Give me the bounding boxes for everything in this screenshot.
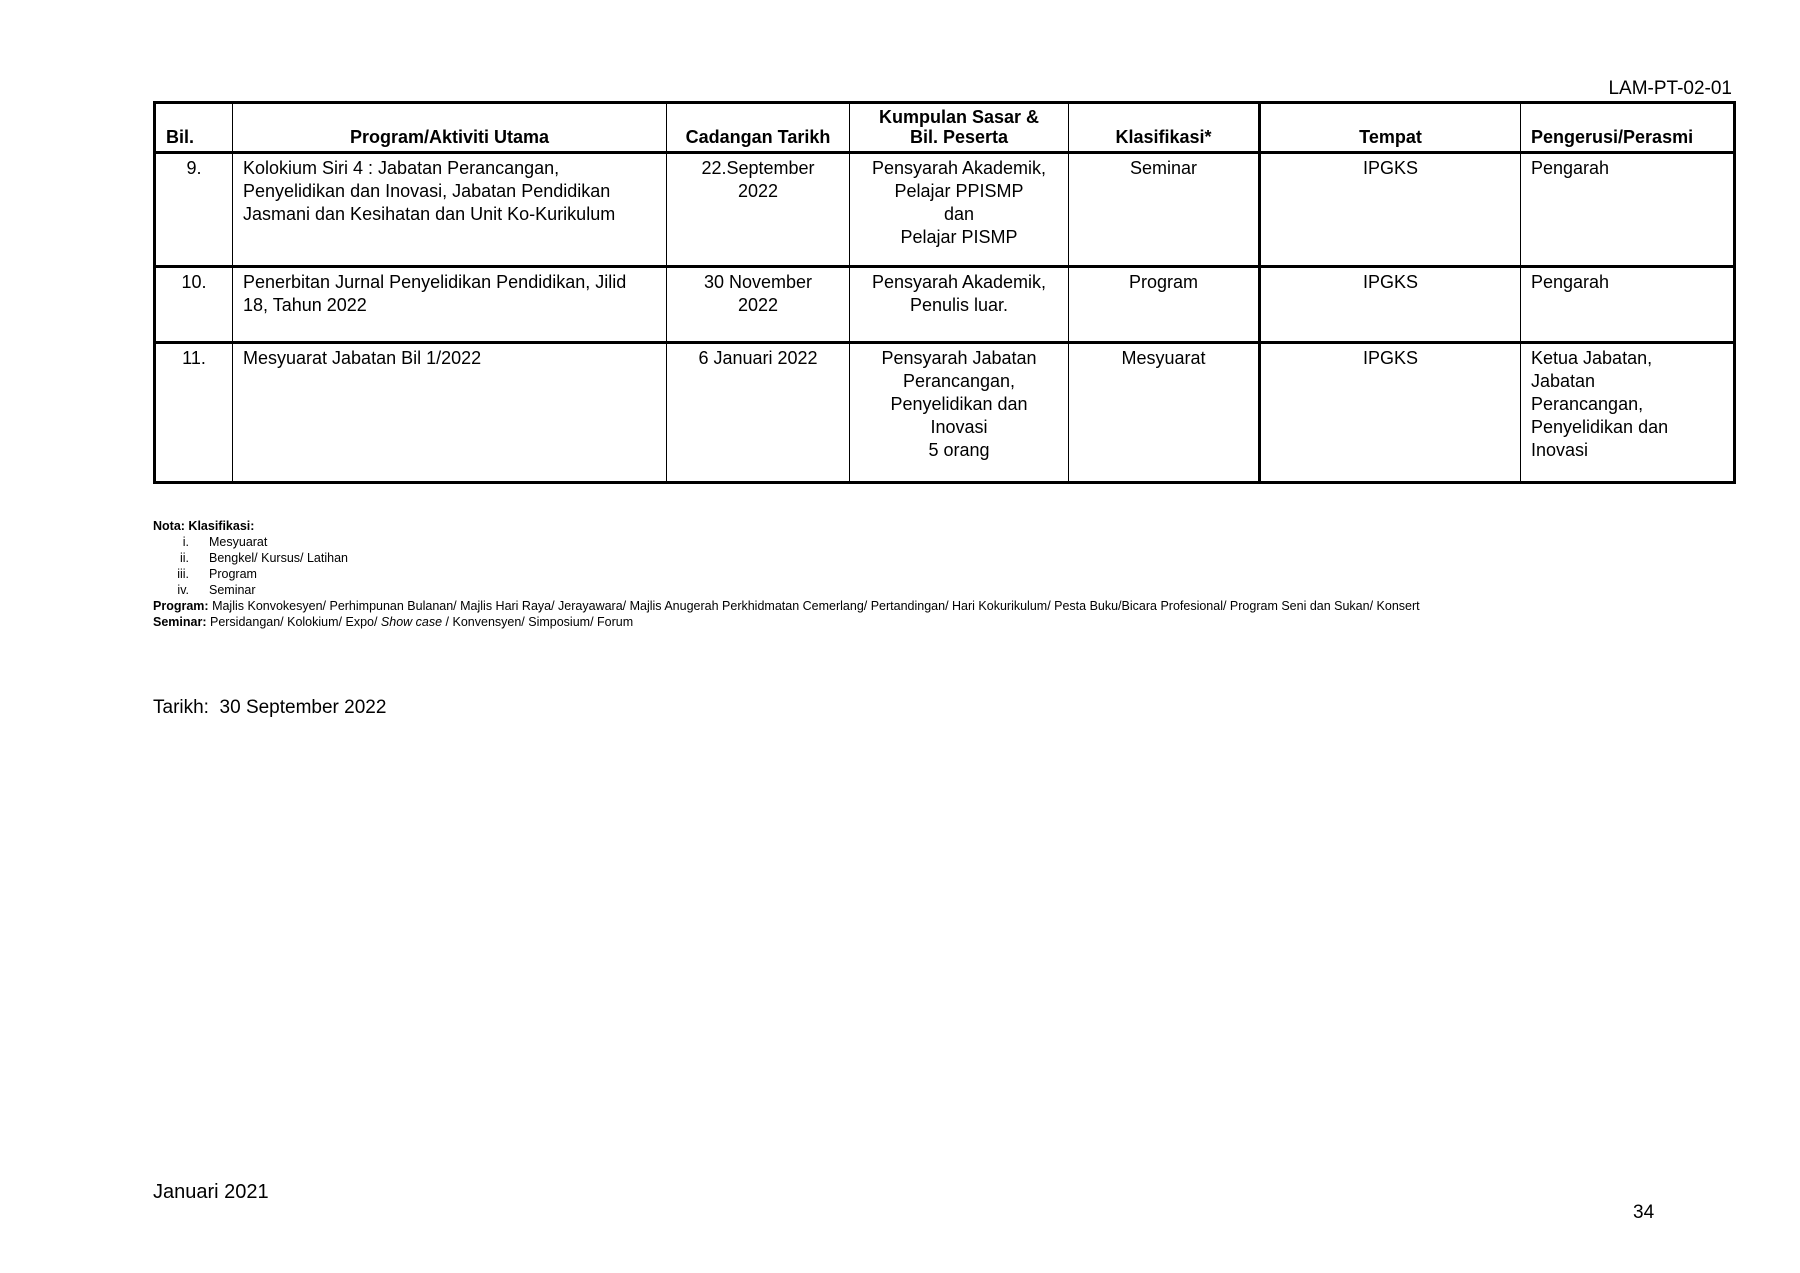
classification-list (153, 534, 1420, 598)
cell-pengerusi-line: Penyelidikan dan (1531, 417, 1669, 437)
classification-notes (153, 518, 1420, 630)
document-code: LAM-PT-02-01 (1608, 78, 1732, 99)
list-item-number: i. (182, 535, 189, 549)
header-tarikh: Cadangan Tarikh (667, 103, 850, 153)
list-item (153, 550, 1420, 566)
table-row (155, 343, 1735, 483)
program-definition-text: Majlis Konvokesyen/ Perhimpunan Bulanan/ Majlis Hari Raya/ Jerayawara/ Majlis Anugerah Perkhidmatan Cemerlang/ Pertandingan/ Hari Kokurikulum/ Pesta Buku/Bicara Profesional/ Program Seni dan Sukan/ Konsert (212, 599, 1420, 613)
program-definition-label: Program: (153, 599, 209, 613)
cell-pengerusi-line: Jabatan (1531, 371, 1596, 391)
header-kumpulan (850, 103, 1069, 153)
list-item-number: iii. (177, 567, 189, 581)
cell-bil: 11. (155, 343, 233, 483)
list-item-label: Program (209, 567, 257, 581)
header-pengerusi: Pengerusi/Perasmi (1521, 103, 1735, 153)
cell-kumpulan (850, 267, 1069, 343)
cell-kumpulan-line: dan (943, 204, 975, 224)
header-tempat: Tempat (1260, 103, 1521, 153)
footer-date: Januari 2021 (153, 1181, 269, 1203)
list-item-label: Bengkel/ Kursus/ Latihan (209, 551, 348, 565)
cell-tarikh-line: 22.September (701, 158, 815, 178)
notes-title: Nota: Klasifikasi: (153, 519, 255, 533)
cell-pengerusi (1521, 343, 1735, 483)
cell-pengerusi: Pengarah (1521, 267, 1735, 343)
table-row (155, 267, 1735, 343)
date-label: Tarikh: (153, 697, 209, 718)
cell-kumpulan-line: Pelajar PISMP (900, 227, 1018, 247)
cell-klasifikasi: Seminar (1069, 153, 1260, 267)
cell-kumpulan-line: Inovasi (930, 417, 988, 437)
table-header-row (155, 103, 1735, 153)
cell-pengerusi-line: Perancangan, (1531, 394, 1644, 414)
cell-kumpulan-line: Pensyarah Akademik, (871, 158, 1047, 178)
document-date (153, 697, 386, 719)
header-program: Program/Aktiviti Utama (233, 103, 667, 153)
list-item-label: Seminar (209, 583, 256, 597)
cell-kumpulan-line: Perancangan, (902, 371, 1016, 391)
cell-program: Penerbitan Jurnal Penyelidikan Pendidikan, Jilid 18, Tahun 2022 (233, 267, 667, 343)
list-item-number: ii. (179, 551, 189, 565)
cell-kumpulan-line: Penyelidikan dan (890, 394, 1028, 414)
seminar-definition-text-end: / Konvensyen/ Simposium/ Forum (442, 615, 634, 629)
cell-kumpulan-line: Pensyarah Akademik, (871, 272, 1047, 292)
seminar-definition-label: Seminar: (153, 615, 207, 629)
header-bil: Bil. (155, 103, 233, 153)
cell-tarikh-line: 2022 (737, 295, 779, 315)
cell-kumpulan-line: Pensyarah Jabatan (881, 348, 1037, 368)
cell-tarikh-line: 2022 (737, 181, 779, 201)
header-klasifikasi: Klasifikasi* (1069, 103, 1260, 153)
activity-schedule-table (153, 101, 1736, 484)
page-number: 34 (1633, 1202, 1655, 1223)
cell-tarikh (667, 343, 850, 483)
cell-klasifikasi: Mesyuarat (1069, 343, 1260, 483)
list-item-label: Mesyuarat (209, 535, 268, 549)
cell-klasifikasi: Program (1069, 267, 1260, 343)
seminar-definition-italic: Show case (380, 615, 443, 629)
cell-kumpulan (850, 343, 1069, 483)
list-item-number: iv. (177, 583, 189, 597)
date-value: 30 September 2022 (219, 697, 387, 718)
cell-program: Kolokium Siri 4 : Jabatan Perancangan, Penyelidikan dan Inovasi, Jabatan Pendidikan Jasmani dan Kesihatan dan Unit Ko-Kurikulum (233, 153, 667, 267)
cell-bil: 9. (155, 153, 233, 267)
seminar-definition (153, 614, 1420, 630)
seminar-definition-text: Persidangan/ Kolokium/ Expo/ (209, 615, 381, 629)
cell-pengerusi-line: Inovasi (1531, 440, 1589, 460)
cell-kumpulan-line: Penulis luar. (909, 295, 1009, 315)
table-row (155, 153, 1735, 267)
list-item (153, 534, 1420, 550)
program-definition (153, 598, 1420, 614)
cell-tempat: IPGKS (1260, 267, 1521, 343)
cell-kumpulan (850, 153, 1069, 267)
header-kumpulan-line1: Kumpulan Sasar & (878, 107, 1040, 127)
list-item (153, 582, 1420, 598)
cell-program: Mesyuarat Jabatan Bil 1/2022 (233, 343, 667, 483)
cell-tarikh-line: 30 November (703, 272, 813, 292)
cell-tempat: IPGKS (1260, 153, 1521, 267)
header-kumpulan-line2: Bil. Peserta (909, 127, 1009, 147)
cell-tempat: IPGKS (1260, 343, 1521, 483)
cell-pengerusi-line: Ketua Jabatan, (1531, 348, 1653, 368)
cell-kumpulan-line: Pelajar PPISMP (894, 181, 1024, 201)
cell-kumpulan-line: 5 orang (928, 440, 990, 460)
cell-tarikh (667, 153, 850, 267)
cell-tarikh-line: 6 Januari 2022 (698, 348, 818, 368)
cell-tarikh (667, 267, 850, 343)
cell-bil: 10. (155, 267, 233, 343)
list-item (153, 566, 1420, 582)
cell-pengerusi: Pengarah (1521, 153, 1735, 267)
